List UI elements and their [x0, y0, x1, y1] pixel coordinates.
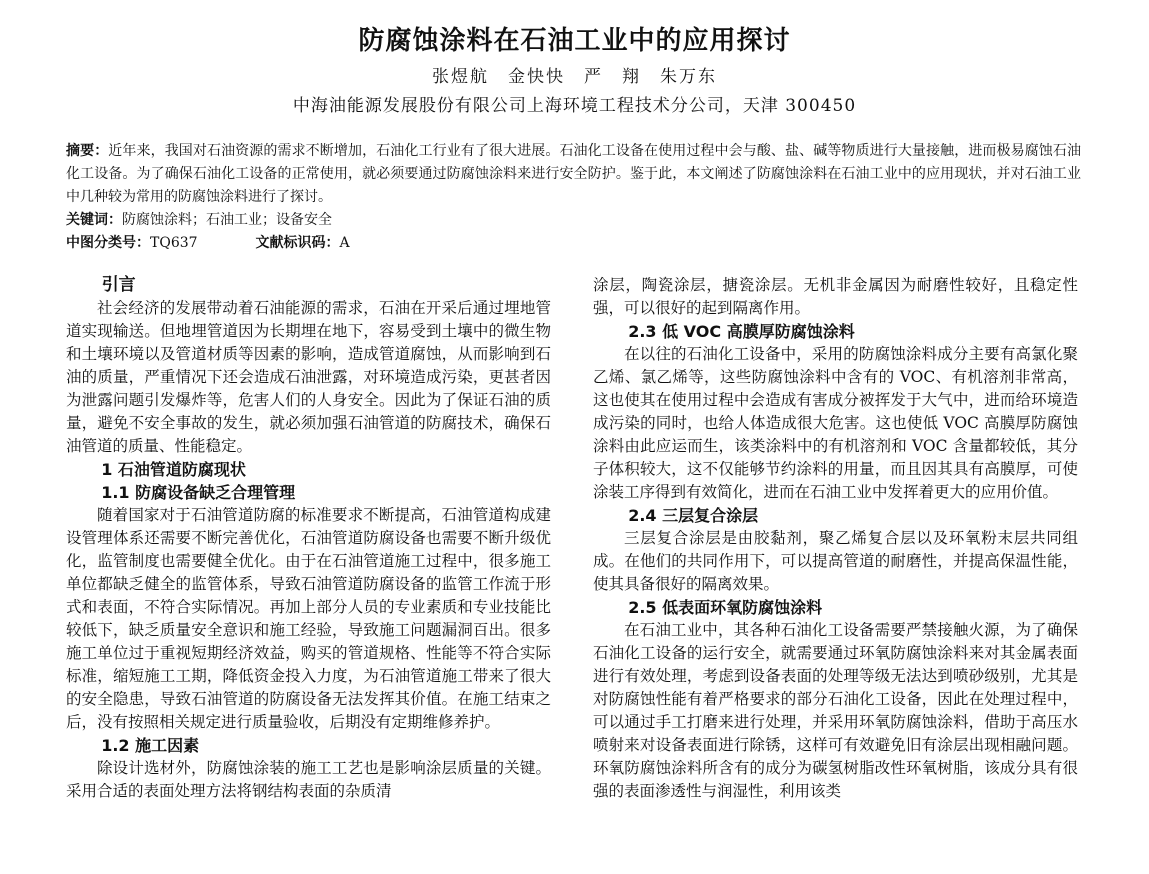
clc-label: 中图分类号： [66, 235, 150, 251]
intro-paragraph: 社会经济的发展带动着石油能源的需求，石油在开采后通过埋地管道实现输送。但地埋管道因为长期埋在地下，容易受到土壤中的微生物和土壤环境以及管道材质等因素的影响，造成管道腐蚀，从而影响到石油的质量，严重情况下还会造成石油泄露，对环境造成污染，更甚者因为泄露问题引发爆炸等，危害人们的人身安全。因此为了保证石油的质量，避免不安全事故的发生，就必须加强石油管道的防腐技术，确保石油管道的质量、性能稳定。 [66, 299, 551, 455]
section-1-2-paragraph: 除设计选材外，防腐蚀涂装的施工工艺也是影响涂层质量的关键。采用合适的表面处理方法将钢结构表面的杂质清 [66, 759, 551, 800]
doc-code-value: A [339, 235, 350, 251]
section-2-5-heading: 2.5 低表面环氧防腐蚀涂料 [628, 598, 823, 617]
section-1-1-paragraph: 随着国家对于石油管道防腐的标准要求不断提高，石油管道构成建设管理体系还需要不断完善优化，石油管道防腐设备也需要不断升级优化，监管制度也需要健全优化。由于在石油管道施工过程中，很多施工单位都缺乏健全的监管体系，导致石油管道防腐设备的监管工作流于形式和表面，不符合实际情况。再加上部分人员的专业素质和专业技能比较低下，缺乏质量安全意识和施工经验，导致施工问题漏洞百出。很多施工单位过于重视短期经济效益，购买的管道规格、性能等不符合实际标准，缩短施工工期，降低资金投入力度，为石油管道施工带来了很大的安全隐患，导致石油管道的防腐设备无法发挥其价值。在施工结束之后，没有按照相关规定进行质量验收，后期没有定期维修养护。 [66, 506, 551, 731]
keywords-label: 关键词： [66, 212, 122, 228]
intro-heading: 引言 [101, 275, 136, 295]
section-1-heading: 1 石油管道防腐现状 [101, 460, 246, 479]
section-2-5-paragraph: 在石油工业中，其各种石油化工设备需要严禁接触火源，为了确保石油化工设备的运行安全，就需要通过环氧防腐蚀涂料来对其金属表面进行有效处理，考虑到设备表面的处理等级无法达到喷砂级别，尤其是对防腐蚀性能有着严格要求的部分石油化工设备，因此在处理过程中，可以通过手工打磨来进行处理，并采用环氧防腐蚀涂料，借助于高压水喷射来对设备表面进行除锈，这样可有效避免旧有涂层出现相融问题。环氧防腐蚀涂料所含有的成分为碳氢树脂改性环氧树脂，该成分具有很强的表面渗透性与润湿性，利用该类 [593, 621, 1078, 800]
continued-paragraph: 涂层，陶瓷涂层，搪瓷涂层。无机非金属因为耐磨性较好，且稳定性强，可以很好的起到隔离作用。 [593, 276, 1078, 317]
abstract-text: 近年来，我国对石油资源的需求不断增加，石油化工行业有了很大进展。石油化工设备在使用过程中会与酸、盐、碱等物质进行大量接触，进而极易腐蚀石油化工设备。为了确保石油化工设备的正常使用，就必须要通过防腐蚀涂料来进行安全防护。鉴于此，本文阐述了防腐蚀涂料在石油工业中的应用现状，并对石油工业中几种较为常用的防腐蚀涂料进行了探讨。 [66, 143, 1081, 205]
right-column [593, 274, 1078, 803]
authors: 张煜航 金快快 严 翔 朱万东 [432, 67, 717, 87]
classification [66, 232, 1081, 255]
abstract [66, 140, 1081, 209]
keywords [66, 209, 1081, 232]
section-1-2-heading: 1.2 施工因素 [101, 736, 200, 755]
paper-title: 防腐蚀涂料在石油工业中的应用探讨 [358, 26, 791, 56]
abstract-label: 摘要： [66, 143, 109, 159]
clc-value: TQ637 [150, 235, 198, 251]
doc-code-label: 文献标识码： [255, 235, 340, 251]
keywords-text: 防腐蚀涂料；石油工业；设备安全 [122, 212, 332, 228]
abstract-block [66, 140, 1081, 255]
affiliation: 中海油能源发展股份有限公司上海环境工程技术分公司，天津 300450 [292, 96, 857, 116]
section-2-3-paragraph: 在以往的石油化工设备中，采用的防腐蚀涂料成分主要有高氯化聚乙烯、氯乙烯等，这些防腐蚀涂料中含有的 VOC、有机溶剂非常高，这也使其在使用过程中会造成有害成分被挥发于大气中，进而给环境造成污染的同时，也给人体造成很大危害。这也使低 VOC 高膜厚防腐蚀涂料由此应运而生，该类涂料中的有机溶剂和 VOC 含量都较低，其分子体积较大，这不仅能够节约涂料的用量，而且因其具有高膜厚，可使涂装工序得到有效简化，进而在石油工业中发挥着更大的应用价值。 [593, 345, 1078, 501]
section-2-4-paragraph: 三层复合涂层是由胶黏剂，聚乙烯复合层以及环氧粉末层共同组成。在他们的共同作用下，可以提高管道的耐磨性，并提高保温性能，使其具备很好的隔离效果。 [593, 529, 1078, 593]
section-1-1-heading: 1.1 防腐设备缺乏合理管理 [101, 483, 296, 502]
section-2-3-heading: 2.3 低 VOC 高膜厚防腐蚀涂料 [628, 322, 855, 341]
section-2-4-heading: 2.4 三层复合涂层 [628, 506, 759, 525]
left-column [66, 274, 551, 803]
